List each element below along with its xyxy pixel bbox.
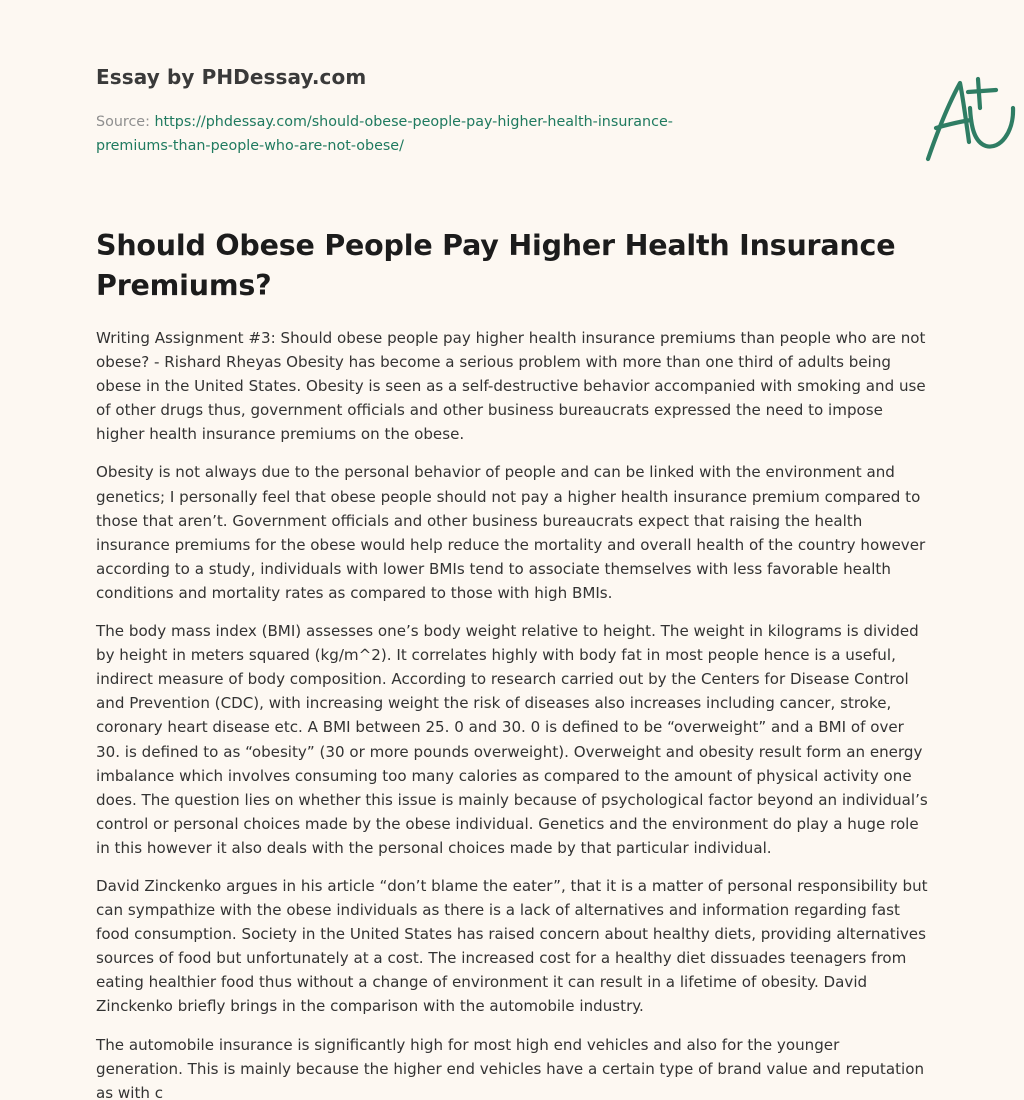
paragraph-2: Obesity is not always due to the personal behavior of people and can be linked with the environment and genetics; I personally feel that obese people should not pay a higher health insurance premium compared to those that aren’t. Government officials and other business bureaucrats expect that raising the health insurance premiums for the obese would help reduce the mortality and overall health of the country however according to a study, individuals with lower BMIs tend to associate themselves with less favorable health conditions and mortality rates as compared to those with high BMIs. [96, 463, 926, 602]
paragraph-3: The body mass index (BMI) assesses one’s body weight relative to height. The weight in kilograms is divided by height in meters squared (kg/m^2). It correlates highly with body fat in most people hence is a useful, indirect measure of body composition. According to research carried out by the Centers for Disease Control and Prevention (CDC), with increasing weight the risk of diseases also increases including cancer, stroke, coronary heart disease etc. A BMI between 25. 0 and 30. 0 is defined to be “overweight” and a BMI of over 30. is defined to as “obesity” (30 or more pounds overweight). Overweight and obesity result form an energy imbalance which involves consuming too many calories as compared to the amount of physical activity one does. The question lies on whether this issue is mainly because of psychological factor beyond an individual’s control or personal choices made by the obese individual. Genetics and the environment do play a huge role in this however it also deals with the personal choices made by that particular individual. [96, 622, 928, 857]
essay-body [96, 326, 928, 1100]
a-plus-logo-icon [916, 68, 1024, 168]
paragraph-5: The automobile insurance is significantly high for most high end vehicles and also for the younger generation. This is mainly because the higher end vehicles have a certain type of brand value and reputation as with c [96, 1035, 925, 1100]
site-title: Essay by PHDessay.com [96, 65, 367, 89]
paragraph-4: David Zinckenko argues in his article “don’t blame the eater”, that it is a matter of personal responsibility but can sympathize with the obese individuals as there is a lack of alternatives and information regarding fast food consumption. Society in the United States has raised concern about healthy diets, providing alternatives sources of food but unfortunately at a cost. The increased cost for a healthy diet dissuades teenagers from eating healthier food thus without a change of environment it can result in a lifetime of obesity. David Zinckenko briefly brings in the comparison with the automobile industry. [96, 876, 928, 1016]
source-link[interactable]: https://phdessay.com/should-obese-people-pay-higher-health-insurance-premiums-than-people-who-are-not-obese/ [96, 114, 673, 154]
paragraph-1: Writing Assignment #3: Should obese people pay higher health insurance premiums than people who are not obese? - Rishard Rheyas Obesity has become a serious problem with more than one third of adults being obese in the United States. Obesity is seen as a self-destructive behavior accompanied with smoking and use of other drugs thus, government officials and other business bureaucrats expressed the need to impose higher health insurance premiums on the obese. [96, 329, 926, 444]
source-line [96, 110, 746, 158]
essay-title: Should Obese People Pay Higher Health Insurance Premiums? [96, 229, 896, 302]
source-label: Source: [96, 114, 155, 130]
